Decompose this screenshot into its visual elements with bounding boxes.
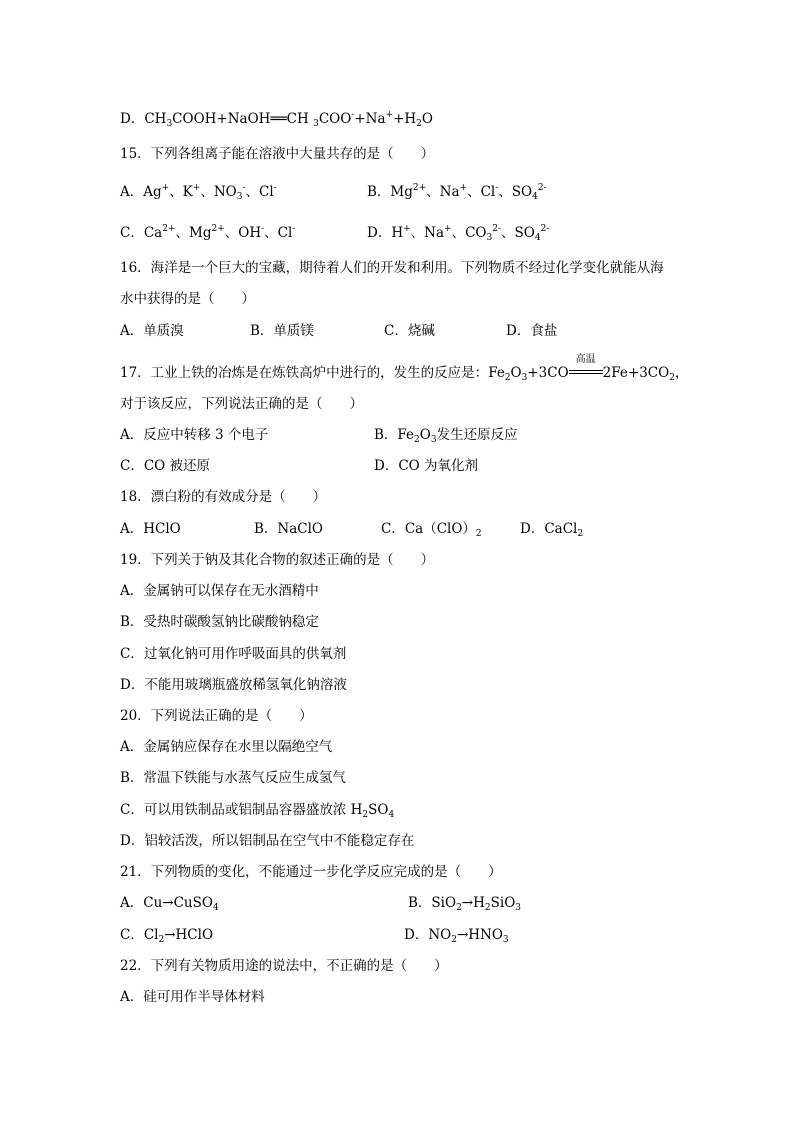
q17-option-a: A．反应中转移 3 个电子: [120, 427, 269, 443]
q20-option-c: C．可以用铁制品或铝制品容器盛放浓 $H_2SO_4$: [120, 802, 395, 820]
q19-stem: 19．下列关于钠及其化合物的叙述正确的是（ ）: [120, 552, 435, 568]
q16-option-b: B．单质镁: [250, 323, 314, 339]
q19-option-a: A．金属钠可以保存在无水酒精中: [120, 583, 319, 599]
q17-stem-text: 17．工业上铁的冶炼是在炼铁高炉中进行的，发生的反应是：: [120, 365, 489, 381]
q20-stem: 20．下列说法正确的是（ ）: [120, 708, 313, 724]
q17-option-c: C．CO 被还原: [120, 458, 211, 474]
q16-stem-line2: 水中获得的是（ ）: [120, 291, 255, 307]
q16-option-d: D．食盐: [506, 323, 558, 339]
q15-option-d: D．H+、Na+、$CO_3^{2-}$、$SO_4^{2-}$: [367, 224, 550, 243]
q17-equation: $Fe_2O_3+3CO$ 高温 $2Fe+3CO_2$，: [488, 365, 688, 381]
q21-option-c: C．$Cl_2\to HClO$: [120, 927, 214, 945]
q16-stem-line1: 16．海洋是一个巨大的宝藏，期待着人们的开发和利用。下列物质不经过化学变化就能从海: [120, 260, 664, 276]
q18-option-b: B．NaClO: [254, 521, 323, 537]
q20-option-a: A．金属钠应保存在水里以隔绝空气: [120, 739, 333, 755]
q17-stem-line2: 对于该反应，下列说法正确的是（ ）: [120, 396, 363, 412]
q20-option-b: B．常温下铁能与水蒸气反应生成氢气: [120, 770, 346, 786]
q21-option-a: A．Cu→CuSO$_4$: [120, 895, 219, 913]
q21-option-b: B．$SiO_2\to H_2SiO_3$: [408, 895, 521, 913]
q15-option-c: C．$Ca^{2+}$、$Mg^{2+}$、OH-、Cl-: [120, 224, 296, 241]
q18-option-a: A．HClO: [120, 521, 181, 537]
q19-option-c: C．过氧化钠可用作呼吸面具的供氧剂: [120, 646, 347, 662]
q21-option-d: D．$NO_2\to HNO_3$: [404, 927, 509, 945]
q20-option-d: D．铝较活泼，所以铝制品在空气中不能稳定存在: [120, 833, 415, 849]
q18-option-c: C．$Ca(ClO)_2$: [381, 521, 482, 539]
q19-option-d: D．不能用玻璃瓶盛放稀氢氧化钠溶液: [120, 677, 347, 693]
q18-stem: 18．漂白粉的有效成分是（ ）: [120, 489, 327, 505]
q16-option-c: C．烧碱: [384, 323, 435, 339]
q17-stem-line1: [120, 354, 689, 383]
q14-option-d: D．$CH_3COOH+NaOH══CH$ $_3COO^-+Na^++H_2O$: [120, 110, 433, 129]
q15-stem: 15．下列各组离子能在溶液中大量共存的是（ ）: [120, 146, 435, 162]
q21-stem: 21．下列物质的变化，不能通过一步化学反应完成的是（ ）: [120, 864, 502, 880]
q15-option-a: A．Ag+、K+、$NO_3^-$、Cl-: [120, 183, 277, 202]
q19-option-b: B．受热时碳酸氢钠比碳酸钠稳定: [120, 614, 319, 630]
q18-option-d: D．CaCl$_2$: [520, 521, 584, 539]
q15-option-b: B．$Mg^{2+}$、Na+、Cl-、$SO_4^{2-}$: [367, 183, 547, 202]
q17-condition: [569, 354, 603, 377]
q16-option-a: A．单质溴: [120, 323, 184, 339]
q17-condition-label: 高温: [575, 354, 596, 365]
q22-option-a: A．硅可用作半导体材料: [120, 989, 265, 1005]
q17-option-b: B．$Fe_2O_3$发生还原反应: [374, 427, 518, 445]
q17-option-d: D．CO 为氧化剂: [374, 458, 479, 474]
q22-stem: 22．下列有关物质用途的说法中，不正确的是（ ）: [120, 958, 448, 974]
